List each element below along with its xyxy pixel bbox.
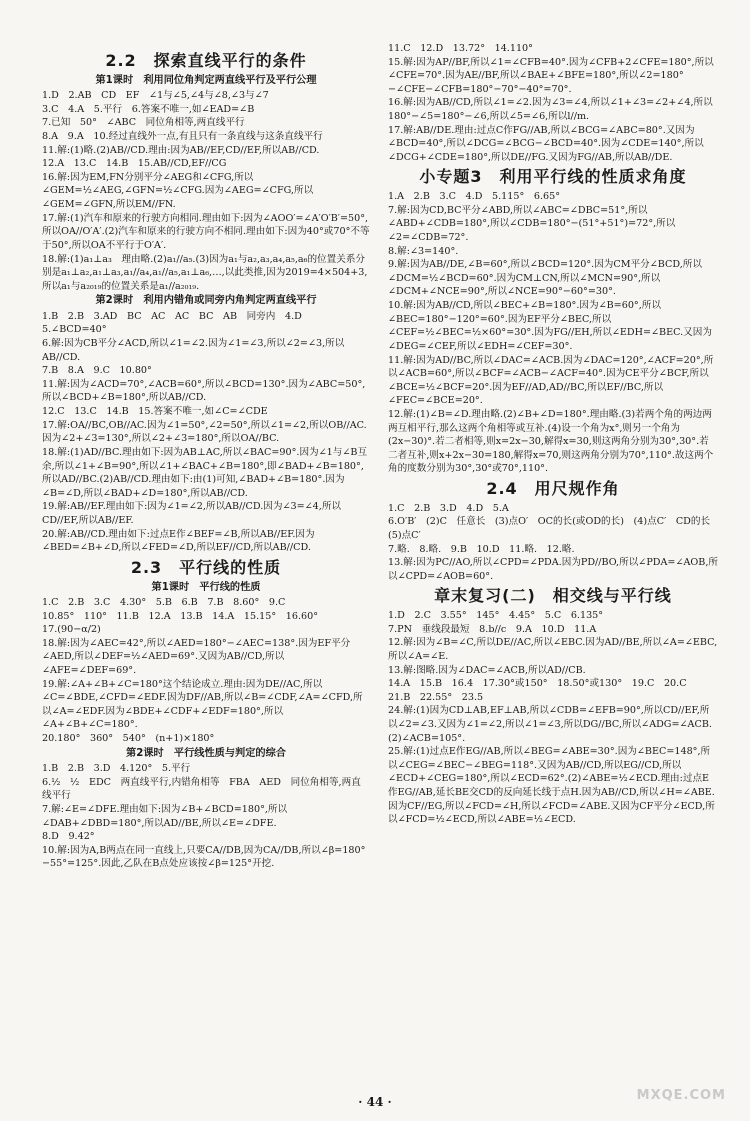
- answer-line: 6.½ ½ EDC 两直线平行,内错角相等 FBA AED 同位角相等,两直线平行: [42, 776, 361, 802]
- section-title: 2.3 平行线的性质: [130, 557, 282, 577]
- answer-block: [42, 762, 370, 871]
- answer-line: 14.A 15.B 16.4 17.30°或150° 18.50°或130° 19.C 20.C: [388, 678, 687, 690]
- answer-line: 12.解:(1)∠B=∠D.理由略.(2)∠B+∠D=180°.理由略.(3)若两个角的两边两两互相平行,那么这两个角相等或互补.(4)设一个角为x°,则另一个角为(2x−30)°.若二者相等,则x=2x−30,解得x=30,则这两角分别为30°,30°.若二者互补,则x+2x−30=180,解得x=70,则这两角分别为70°,110°.故这两个角的度数分别为30°,30°或70°,110°.: [388, 408, 714, 475]
- answer-line: 18.解:(1)AD//BC.理由如下:因为AB⊥AC,所以∠BAC=90°.因为∠1与∠B互余,所以∠1+∠B=90°,所以∠1+∠BAC+∠B=180°,即∠BAD+∠B=180°,所以AD//BC.(2)AB//CD.理由如下:由(1)可知,∠BAD+∠B=180°.因为∠B=∠D,所以∠BAD+∠D=180°,所以AB//CD.: [42, 446, 368, 499]
- section-title: 章末复习(二) 相交线与平行线: [434, 586, 672, 606]
- answer-line: 10.解:因为AB//CD,所以∠BEC+∠B=180°.因为∠B=60°,所以∠BEC=180°−120°=60°.因为EF平分∠BEC,所以∠CEF=½∠BEC=½×60°=30°.因为FG//EH,所以∠EDH=∠BEC.又因为∠DEG=∠CEF,所以∠EDH=∠CEF=30°.: [388, 300, 712, 352]
- left-column: [42, 48, 370, 871]
- answer-line: 19.解:∠A+∠B+∠C=180°这个结论成立.理由:因为DE//AC,所以∠C=∠BDE,∠CFD=∠EDF.因为DF//AB,所以∠B=∠CDF,∠A=∠CFD,所以∠A=∠EDF.因为∠BDE+∠CDF+∠EDF=180°,所以∠A+∠B+∠C=180°.: [42, 678, 363, 731]
- answer-line: 21.B 22.55° 23.5: [388, 691, 484, 703]
- answer-line: 12.解:因为∠B=∠C,所以DE//AC,所以∠EBC.因为AD//BE,所以∠A=∠EBC,所以∠A=∠E.: [388, 637, 718, 662]
- answer-line: 6.O′B′ (2)C 任意长 (3)点O′ OC的长(或OD的长) (4)点C′ CD的长 (5)点C′: [388, 516, 720, 541]
- answer-line: 12.C 13.C 14.B 15.答案不唯一,如∠C=∠CDE: [42, 406, 268, 418]
- answer-block: [42, 310, 370, 555]
- answer-block: [42, 596, 370, 746]
- answer-line: 11.解:因为∠ACD=70°,∠ACB=60°,所以∠BCD=130°.因为∠ABC=50°,所以∠BCD+∠B=180°,所以AB//CD.: [42, 378, 366, 404]
- page-number: · 44 ·: [358, 1095, 392, 1109]
- lesson-title: 第2课时 利用内错角或同旁内角判定两直线平行: [95, 295, 317, 307]
- answer-line: 1.B 2.B 3.AD BC AC AC BC AB 同旁内 4.D: [42, 310, 302, 322]
- answer-line: 1.B 2.B 3.D 4.120° 5.平行: [42, 763, 191, 775]
- answer-line: 24.解:(1)因为CD⊥AB,EF⊥AB,所以∠CDB=∠EFB=90°,所以CD//EF,所以∠2=∠3.又因为∠1=∠2,所以∠1=∠3,所以DG//BC,所以∠ADG=∠ACB.(2)∠ACB=105°.: [388, 705, 712, 744]
- answer-line: 1.C 2.B 3.C 4.30° 5.B 6.B 7.B 8.60° 9.C: [42, 597, 286, 608]
- answer-line: 13.解:因为PC//AO,所以∠CPD=∠PDA.因为PD//BO,所以∠PDA=∠AOB,所以∠CPD=∠AOB=60°.: [388, 557, 718, 582]
- lesson-title: 第1课时 平行线的性质: [151, 581, 261, 593]
- answer-block: [388, 190, 718, 476]
- right-column: [388, 42, 718, 827]
- section-title: 2.2 探索直线平行的条件: [105, 51, 307, 70]
- answer-line: 1.A 2.B 3.C 4.D 5.115° 6.65°: [388, 191, 561, 203]
- answer-line: 7.解:∠E=∠DFE.理由如下:因为∠B+∠BCD=180°,所以∠DAB+∠DBD=180°,所以AD//BE,所以∠E=∠DFE.: [42, 804, 288, 829]
- answer-line: 10.解:因为A,B两点在同一直线上,只要CA//DB,因为CA//DB,所以∠β=180°−55°=125°.因此,乙队在B点处应该按∠β=125°开挖.: [42, 844, 366, 870]
- answer-line: 11.C 12.D 13.72° 14.110°: [388, 43, 533, 54]
- answer-line: 25.解:(1)过点E作EG//AB,所以∠BEG=∠ABE=30°.因为∠BEC=148°,所以∠CEG=∠BEC−∠BEG=118°.又因为AB//CD,所以EG//CD,所以∠ECD+∠CEG=180°,所以∠ECD=62°.(2)∠ABE=½∠ECD.理由:过点E作EG//AB,延长BE交CD的反向延长线于点H.因为AB//CD,所以∠H=∠ABE.因为CF//EG,所以∠FCD=∠H,所以∠FCD=∠ABE.又因为CF平分∠ECD,所以∠FCD=½∠ECD,所以∠ABE=½∠ECD.: [388, 746, 715, 826]
- lesson-title: 第2课时 平行线性质与判定的综合: [126, 747, 286, 759]
- answer-line: 20.180° 360° 540° (n+1)×180°: [42, 733, 215, 745]
- answer-line: 12.A 13.C 14.B 15.AB//CD,EF//CG: [42, 158, 227, 170]
- answer-line: 17.解:AB//DE.理由:过点C作FG//AB,所以∠BCG=∠ABC=80°.又因为∠BCD=40°,所以∠DCG=∠BCG−∠BCD=40°.因为∠CDE=140°,所以∠DCG+∠CDE=180°,所以DE//FG.又因为FG//AB,所以AB//DE.: [388, 124, 704, 163]
- lesson-title: 第1课时 利用同位角判定两直线平行及平行公理: [95, 74, 317, 86]
- answer-line: 18.解:因为∠AEC=42°,所以∠AED=180°−∠AEC=138°.因为EF平分∠AED,所以∠DEF=½∠AED=69°.又因为AB//CD,所以∠AFE=∠DEF=69°.: [42, 637, 351, 677]
- answer-line: 1.C 2.B 3.D 4.D 5.A: [388, 502, 509, 514]
- answer-line: 15.解:因为AP//BF,所以∠1=∠CFB=40°.因为∠CFB+2∠CFE=180°,所以∠CFE=70°.因为AE//BF,所以∠BAE+∠BFE=180°,所以∠2=180°−∠CFE−∠CFB=180°−70°−40°=70°.: [388, 56, 714, 95]
- answer-line: 18.解:(1)a₁⊥a₃ 理由略.(2)a₁//a₅.(3)因为a₁与a₂,a₃,a₄,a₅,a₆的位置关系分别是a₁⊥a₂,a₁⊥a₃,a₁//a₄,a₁//a₅,a₁⊥a₆,…,以此类推,因为2019=4×504+3,所以a₁与a₂₀₁₉的位置关系是a₁//a₂₀₁₉.: [42, 253, 368, 292]
- answer-line: 13.解:图略.因为∠DAC=∠ACB,所以AD//CB.: [388, 664, 586, 676]
- answer-line: 1.D 2.C 3.55° 145° 4.45° 5.C 6.135°: [388, 610, 604, 622]
- answer-block: [388, 609, 718, 827]
- answer-line: 9.解:因为AB//DE,∠B=60°,所以∠BCD=120°.因为CM平分∠BCD,所以∠DCM=½∠BCD=60°.因为CM⊥CN,所以∠MCN=90°,所以∠DCM+∠NCE=90°,所以∠NCE=90°−60°=30°.: [388, 259, 702, 298]
- answer-line: 7.B 8.A 9.C 10.80°: [42, 365, 152, 377]
- answer-line: 7.PN 垂线段最短 8.b//c 9.A 10.D 11.A: [388, 623, 597, 635]
- section-title: 2.4 用尺规作角: [486, 479, 620, 498]
- answer-line: 8.D 9.42°: [42, 831, 95, 843]
- answer-line: 19.解:AB//EF.理由如下:因为∠1=∠2,所以AB//CD.因为∠3=∠4,所以CD//EF,所以AB//EF.: [42, 501, 342, 526]
- answer-line: 17.解:OA//BC,OB//AC.因为∠1=50°,∠2=50°,所以∠1=∠2,所以OB//AC.因为∠2+∠3=130°,所以∠2+∠3=180°,所以OA//BC.: [42, 419, 367, 445]
- answer-line: 7.已知 50° ∠ABC 同位角相等,两直线平行: [42, 117, 245, 129]
- answer-line: 20.解:AB//CD.理由如下:过点E作∠BEF=∠B,所以AB//EF.因为∠BED=∠B+∠D,所以∠FED=∠D,所以EF//CD,所以AB//CD.: [42, 528, 315, 554]
- answer-line: 11.解:(1)略.(2)AB//CD.理由:因为AB//EF,CD//EF,所以AB//CD.: [42, 144, 320, 156]
- answer-line: 7.解:因为CD,BC平分∠ABD,所以∠ABC=∠DBC=51°,所以∠ABD+∠CDB=180°,所以∠CDB=180°−(51°+51°)=72°,所以∠2=∠CDB=72°.: [388, 204, 676, 244]
- section-title: 小专题3 利用平行线的性质求角度: [419, 167, 687, 187]
- answer-line: 16.解:因为EM,FN分别平分∠AEG和∠CFG,所以∠GEM=½∠AEG,∠GFN=½∠CFG.因为∠AEG=∠CFG,所以∠GEM=∠GFN,所以EM//FN.: [42, 171, 314, 211]
- answer-line: 3.C 4.A 5.平行 6.答案不唯一,如∠EAD=∠B: [42, 103, 255, 115]
- answer-line: 17.(90−α/2): [42, 624, 101, 636]
- answer-line: 7.略. 8.略. 9.B 10.D 11.略. 12.略.: [388, 543, 575, 555]
- answer-block: [388, 42, 718, 164]
- answer-line: 8.A 9.A 10.经过直线外一点,有且只有一条直线与这条直线平行: [42, 131, 323, 143]
- answer-line: 11.解:因为AD//BC,所以∠DAC=∠ACB.因为∠DAC=120°,∠ACF=20°,所以∠ACB=60°,所以∠BCF=∠ACB−∠ACF=40°.因为CE平分∠BCF,所以∠BCE=½∠BCF=20°.因为EF//AD,AD//BC,所以EF//BC,所以∠FEC=∠BCE=20°.: [388, 354, 714, 407]
- answer-line: 6.解:因为CB平分∠ACD,所以∠1=∠2.因为∠1=∠3,所以∠2=∠3,所以AB//CD.: [42, 338, 345, 363]
- answer-line: 5.∠BCD=40°: [42, 324, 107, 336]
- answer-block: [388, 502, 718, 584]
- answer-line: 16.解:因为AB//CD,所以∠1=∠2.因为∠3=∠4,所以∠1+∠3=∠2+∠4,所以180°−∠5=180°−∠6,所以∠5=∠6,所以l//m.: [388, 97, 713, 123]
- answer-line: 17.解:(1)汽车和原来的行驶方向相同.理由如下:因为∠AOO′=∠A′O′B′=50°,所以OA//O′A′.(2)汽车和原来的行驶方向不相同.理由如下:因为40°或70°不等于50°,所以OA不平行于O′A′.: [42, 212, 370, 251]
- answer-line: 8.解:∠3=140°.: [388, 245, 459, 257]
- answer-line: 10.85° 110° 11.B 12.A 13.B 14.A 15.15° 16.60°: [42, 610, 319, 622]
- answer-block: [42, 89, 370, 293]
- answer-line: 1.D 2.AB CD EF ∠1与∠5,∠4与∠8,∠3与∠7: [42, 90, 269, 102]
- watermark-logo: MXQE.COM: [636, 1087, 726, 1103]
